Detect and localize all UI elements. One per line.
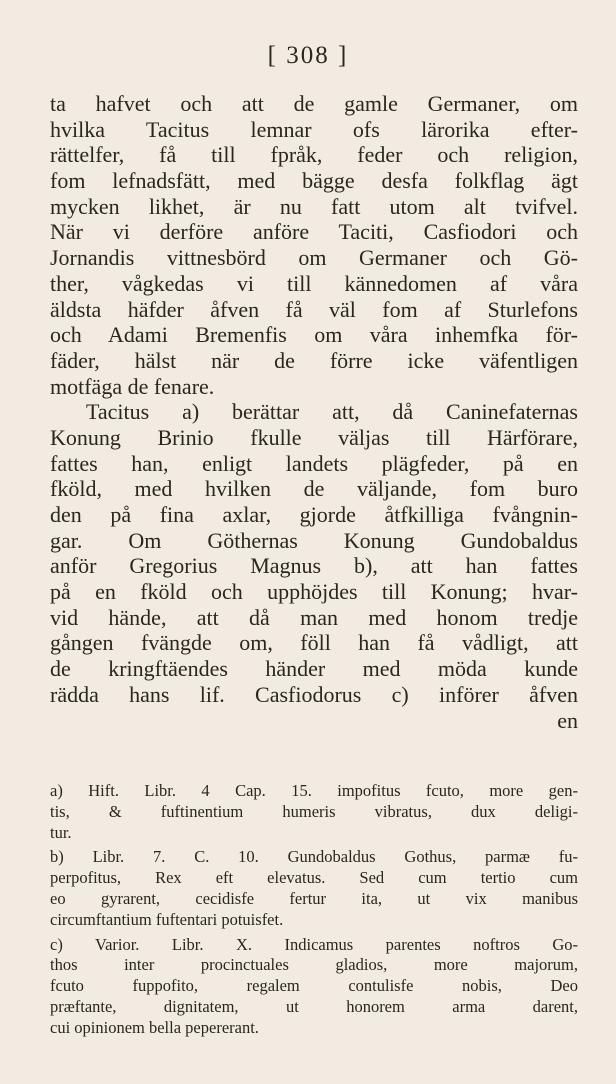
text-line: ta hafvet och att de gamle Germaner, om [50, 91, 578, 116]
footnote-line: b) Libr. 7. C. 10. Gundobaldus Gothus, parmæ fu- [50, 847, 578, 867]
text-line: motfäga de fenare. [50, 373, 215, 399]
footnote-line: thos inter procinctuales gladios, more majorum, [50, 955, 578, 975]
text-line: gången fvängde om, föll han få vådligt, att [50, 630, 578, 656]
footnote-line: tur. [50, 822, 72, 842]
footnote-line: præftante, dignitatem, ut honorem arma darent, [50, 996, 578, 1016]
footnote-line: tis, & fuftinentium humeris vibratus, dux deligi- [50, 801, 578, 821]
text-line: de kringftäendes händer med möda kunde [50, 656, 578, 682]
text-line: När vi derföre anföre Taciti, Casfiodori och [50, 219, 578, 245]
text-line: fköld, med hvilken de väljande, fom buro [50, 476, 578, 502]
body-text [50, 91, 578, 733]
text-line: äldsta häfder åfven få väl fom af Sturlefons [50, 296, 578, 322]
text-line: fäder, hälst när de förre icke väfentligen [50, 347, 578, 373]
text-line: rättelfer, få till fpråk, feder och religion, [50, 142, 578, 168]
footnote-line: fcuto fuppofito, regalem contulisfe nobis, Deo [50, 976, 578, 996]
text-line: hvilka Tacitus lemnar ofs lärorika efter- [50, 116, 578, 142]
text-line: Jornandis vittnesbörd om Germaner och Gö- [50, 245, 578, 271]
text-line: ther, vågkedas vi till kännedomen af våra [50, 270, 578, 296]
text-line: rädda hans lif. Casfiodorus c) införer åfven [50, 681, 578, 707]
footnote-line: circumftantium fuftentari potuisfet. [50, 909, 284, 929]
catchword: en [557, 707, 578, 733]
text-line: den på fina axlar, gjorde åtfkilliga fvångnin- [50, 502, 578, 527]
footnote [50, 847, 578, 930]
text-line: Konung Brinio fkulle väljas till Härförare, [50, 424, 578, 450]
text-line: vid hände, att då man med honom tredje [50, 604, 578, 630]
text-line: fom lefnadsfätt, med bägge desfa folkflag ägt [50, 168, 578, 194]
footnotes [50, 781, 578, 1039]
footnote [50, 935, 578, 1039]
footnote-line: a) Hift. Libr. 4 Cap. 15. impofitus fcuto, more gen- [50, 781, 578, 800]
text-line: fattes han, enligt landets plägfeder, på en [50, 450, 578, 476]
page-number: [ 308 ] [267, 42, 349, 69]
text-line: gar. Om Göthernas Konung Gundobaldus [50, 527, 578, 553]
text-line: anför Gregorius Magnus b), att han fattes [50, 553, 578, 579]
footnote [50, 781, 578, 843]
text-line: på en fköld och upphöjdes till Konung; hvar- [50, 579, 578, 605]
text-line: Tacitus a) berättar att, då Caninefaternas [86, 399, 578, 425]
footnote-line: perpofitus, Rex eft elevatus. Sed cum tertio cum [50, 868, 578, 888]
footnote-line: cui opinionem bella pepererant. [50, 1017, 259, 1037]
text-line: mycken likhet, är nu fatt utom alt tvifvel. [50, 193, 578, 219]
footnote-line: eo gyrarent, cecidisfe fertur ita, ut vix manibus [50, 888, 578, 908]
text-line: och Adami Bremenfis om våra inhemfka för- [50, 322, 578, 348]
footnote-line: c) Varior. Libr. X. Indicamus parentes noftros Go- [50, 934, 578, 954]
